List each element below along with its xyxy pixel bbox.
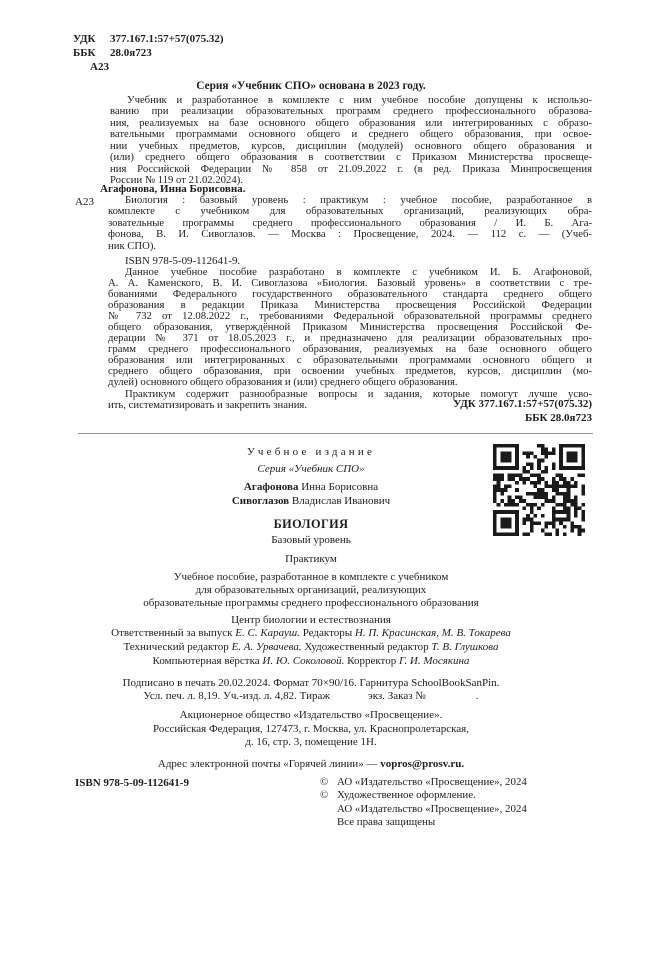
catalog-isbn: ISBN 978-5-09-112641-9. <box>125 255 241 267</box>
text-line: образования в редакции Приказа Министерства просвещения Российской Федерации <box>108 299 592 312</box>
staff-line-3 <box>0 655 622 669</box>
catalog-description <box>108 195 592 252</box>
text-line: вательными программами основного общего и среднего общего образования, при освое- <box>110 128 592 141</box>
staff2-role: Технический редактор <box>123 641 232 653</box>
print-order-prefix: экз. Заказ № <box>367 689 426 702</box>
author2-surname: Сивоглазов <box>231 494 290 507</box>
isbn-bottom: ISBN 978-5-09-112641-9 <box>75 777 189 789</box>
admission-paragraph <box>110 95 592 187</box>
bbk-label: ББК <box>73 46 96 59</box>
author1-surname: Агафонова <box>243 481 299 493</box>
text-line: ния, реализуемых на базе основного общего образования или интегрированных с образо- <box>110 116 592 129</box>
udk-right: УДК 377.167.1:57+57(075.32) <box>453 398 592 410</box>
print-info-line2 <box>0 690 622 703</box>
udk-label: УДК <box>73 33 96 45</box>
text-line: образования или интегрированных с образовательными программами основного общего и <box>108 354 592 367</box>
staff1-role2: Редакторы <box>299 627 355 640</box>
staff-line-2 <box>0 641 622 655</box>
staff3-name: И. Ю. Соколовой. <box>262 654 345 667</box>
copyright-text-4: Все права защищены <box>337 815 436 828</box>
publisher-name: Акционерное общество «Издательство «Просвещение». <box>179 709 443 721</box>
text-line: (или) среднего общего образования в соответствии с Приказом Министерства просвеще- <box>110 151 592 164</box>
staff3-role: Компьютерная вёрстка <box>152 654 263 667</box>
book-level: Базовый уровень <box>271 533 351 546</box>
copyright-block <box>320 776 527 829</box>
copyright-sign-2: © <box>320 789 329 802</box>
staff1-name2: Н. П. Красинская, М. В. Токарева <box>354 627 511 640</box>
classification-codes-right <box>110 398 592 425</box>
book-format: Практикум <box>285 552 337 565</box>
text-line: для образовательных организаций, реализующих <box>195 583 427 596</box>
text-line: России № 119 от 21.02.2024). <box>110 174 243 187</box>
series-founded-note: Серия «Учебник СПО» основана в 2023 году. <box>196 80 426 92</box>
text-line: грамм среднего профессионального образования, реализуемых на базе основного общего <box>108 343 592 356</box>
text-line: А. А. Каменского, В. И. Сивоглазова «Биология. Базовый уровень» в соответствии с тре- <box>108 277 592 290</box>
text-line: № 732 от 12.08.2022 г., требованиями Федеральной образовательной программы среднего <box>108 310 592 323</box>
center-department: Центр биологии и естествознания <box>231 614 391 627</box>
author2-given: Владислав Иванович <box>289 494 391 507</box>
staff2-name: Е. А. Урвачева. <box>231 641 302 653</box>
text-line: ить, систематизировать и закрепить знания. <box>108 399 307 412</box>
text-line: дерации № 371 от 18.05.2023 г., и предназначено для реализации образовательных про- <box>108 332 592 345</box>
edition-type: Учебное издание <box>246 446 376 458</box>
publisher-address2: д. 16, стр. 3, помещение 1Н. <box>245 736 377 748</box>
copyright-text-1: АО «Издательство «Просвещение», 2024 <box>337 776 527 788</box>
staff2-role2: Художественный редактор <box>301 641 432 653</box>
author1-given: Инна Борисовна <box>298 481 379 493</box>
text-line: дулей) основного общего образования и (или) среднего общего образования. <box>108 376 458 389</box>
copyright-sign-1: © <box>320 776 329 788</box>
text-line: Учебное пособие, разработанное в комплекте с учебником <box>173 570 449 583</box>
catalog-author-sign: А23 <box>75 196 94 208</box>
text-line: ванию при реализации образовательных программ среднего профессионального образова- <box>110 105 592 118</box>
text-line: комплекте с учебником для образовательных организаций, реализующих обра- <box>108 205 592 218</box>
bbk-line <box>73 47 224 61</box>
text-line: бованиями Федерального государственного образовательного стандарта среднего общего <box>108 288 592 301</box>
text-line: Учебник и разработанное в комплекте с ним учебное пособие допущены к использо- <box>127 94 592 106</box>
text-line: образовательные программы среднего профессионального образования <box>143 597 479 609</box>
print-info-line1: Подписано в печать 20.02.2024. Формат 70×90/16. Гарнитура SchoolBookSanPin. <box>122 676 500 689</box>
text-line: общего образования, утверждённой Приказом Министерства просвещения Российской Фе- <box>108 321 592 334</box>
imprint-description <box>0 571 622 611</box>
staff1-name: Е. С. Карауш. <box>235 627 300 640</box>
hotline-line <box>0 758 622 770</box>
text-line: Практикум содержит разнообразные вопросы и задания, которые помогут лучше усво- <box>125 388 592 400</box>
text-line: фонова, В. И. Сивоглазов. — Москва : Просвещение, 2024. — 112 с. — (Учеб- <box>108 228 592 241</box>
qr-code <box>493 444 585 536</box>
publisher-address1: Российская Федерация, 127473, г. Москва, ул. Краснопролетарская, <box>153 722 469 735</box>
text-line: среднего общего образования, при освоении учебных предметов, курсов, дисциплин (мо- <box>108 365 592 378</box>
staff3-name2: Г. И. Мосякина <box>398 654 470 667</box>
book-title: БИОЛОГИЯ <box>273 516 349 531</box>
divider-rule <box>78 433 593 434</box>
staff1-role: Ответственный за выпуск <box>111 627 236 640</box>
text-line: ник СПО). <box>108 239 157 252</box>
print-run-prefix: Усл. печ. л. 8,19. Уч.-изд. л. 4,82. Тираж <box>143 689 330 702</box>
staff3-role2: Корректор <box>344 654 399 667</box>
copyright-text-3: АО «Издательство «Просвещение», 2024 <box>337 802 527 815</box>
copyright-sign-blank-2 <box>320 816 337 829</box>
annotation-paragraph <box>108 267 592 389</box>
staff-line-1 <box>0 627 622 641</box>
classification-codes <box>73 33 224 74</box>
hotline-email: vopros@prosv.ru. <box>380 757 465 770</box>
author-sign-top: А23 <box>90 60 109 73</box>
catalog-author-heading: Агафонова, Инна Борисовна. <box>100 183 246 195</box>
bbk-right: ББК 28.0я723 <box>525 411 592 424</box>
copyright-text-2: Художественное оформление. <box>337 789 476 802</box>
bbk-value: 28.0я723 <box>110 46 152 59</box>
staff2-name2: Т. В. Глушкова <box>431 641 499 653</box>
text-line: зовательные программы среднего профессионального образования / И. Б. Ага- <box>108 216 592 229</box>
hotline-prefix: Адрес электронной почты «Горячей линии» — <box>157 757 381 770</box>
text-line: Данное учебное пособие разработано в комплекте с учебником И. Б. Агафоновой, <box>125 266 592 278</box>
series-name: Серия «Учебник СПО» <box>257 463 365 475</box>
udk-line <box>73 33 224 47</box>
print-line-period: . <box>475 689 479 702</box>
text-line: ния Российской Федерации № 858 от 21.09.2022 г. (в ред. Приказа Минпросвещения <box>110 162 592 175</box>
udk-value: 377.167.1:57+57(075.32) <box>110 33 224 45</box>
copyright-sign-blank-1 <box>320 803 337 816</box>
text-line: Биология : базовый уровень : практикум : учебное пособие, разработанное в <box>125 194 592 206</box>
text-line: нии учебных предметов, курсов, дисциплин (модулей) основного общего образования и <box>110 139 592 152</box>
